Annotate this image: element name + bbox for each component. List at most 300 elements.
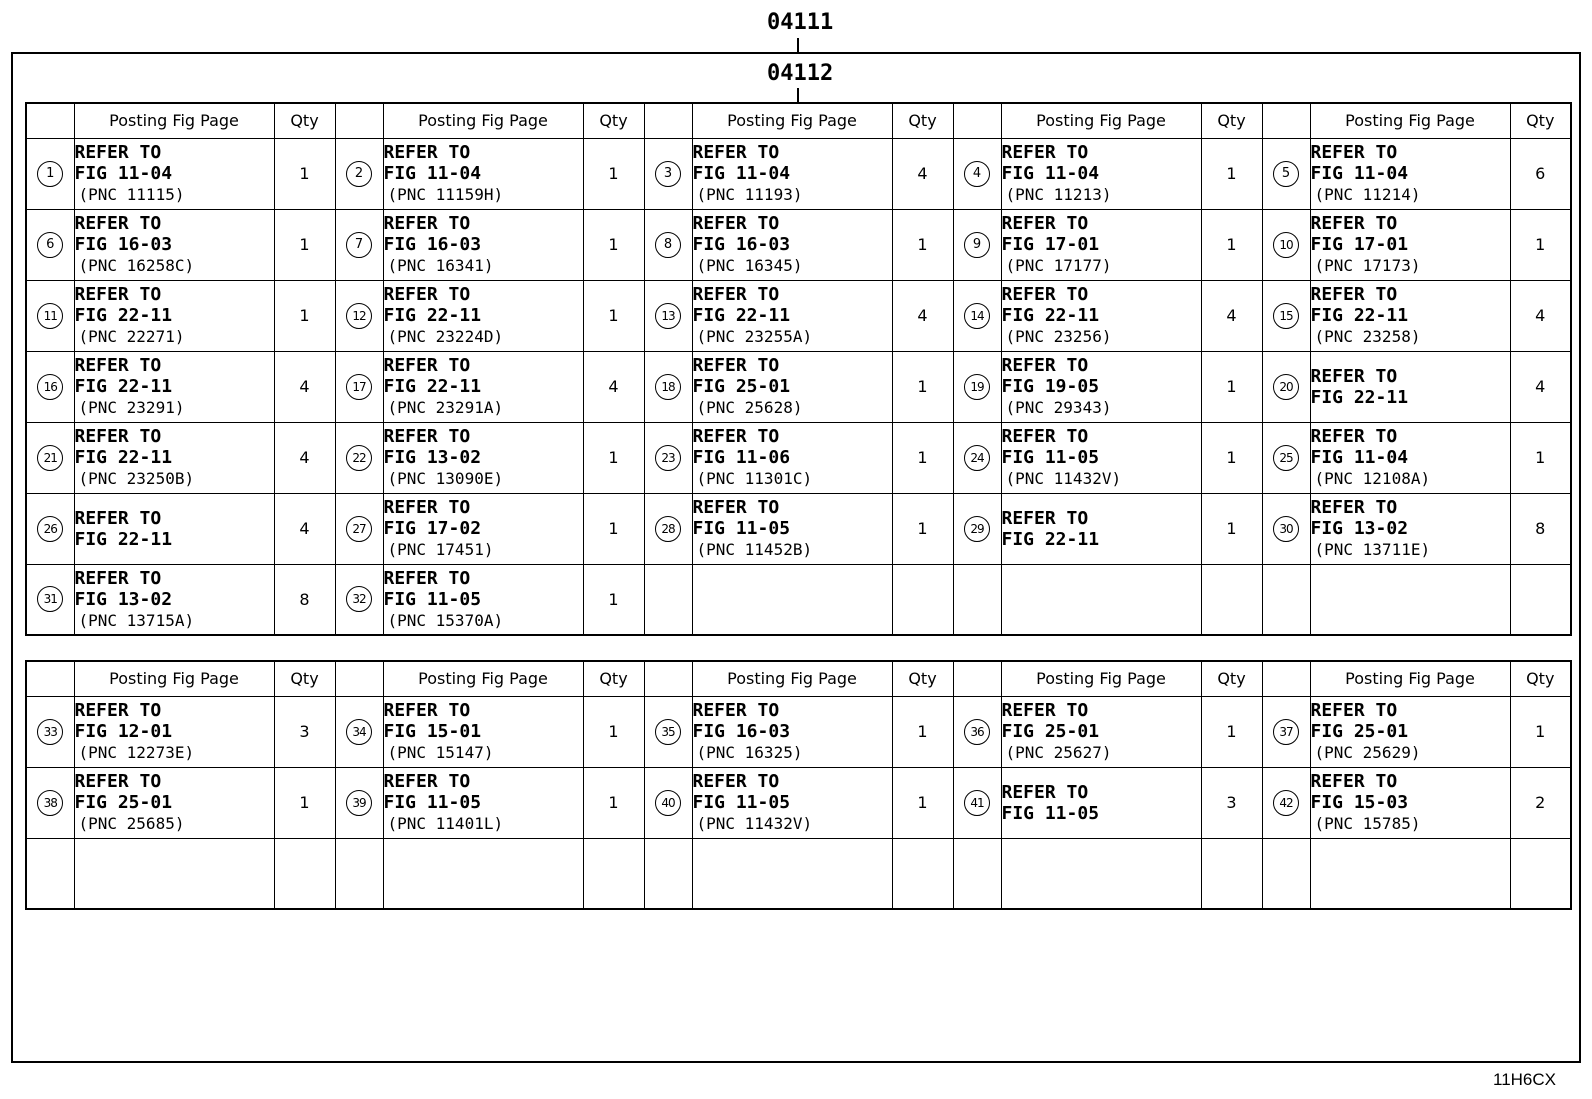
pnc-text: (PNC 23291A) [387,398,504,417]
callout-number-badge[interactable]: 26 [37,516,63,542]
posting-cell[interactable] [383,280,583,351]
qty-value: 8 [1535,519,1546,538]
index-cell [26,696,74,767]
posting-cell[interactable] [692,280,892,351]
pnc-text: (PNC 23255A) [696,327,813,346]
posting-cell[interactable] [1001,696,1201,767]
refer-to-text: REFER TO [383,213,471,234]
callout-number-badge[interactable]: 25 [1273,445,1299,471]
qty-value: 6 [1535,164,1546,183]
qty-value: 1 [1535,235,1546,254]
table-row [26,564,1571,635]
pnc-text: (PNC 11301C) [696,469,813,488]
posting-cell[interactable] [1001,280,1201,351]
fig-reference-link[interactable]: FIG 11-04 [383,163,482,184]
callout-number-badge[interactable]: 14 [964,303,990,329]
index-cell [644,767,692,838]
index-cell [26,422,74,493]
qty-value: 1 [1535,722,1546,741]
fig-reference-link[interactable]: FIG 11-05 [1001,802,1100,824]
pnc-text: (PNC 11159H) [387,185,504,204]
posting-fig-page-header: Posting Fig Page [1001,661,1201,696]
index-header [953,661,1001,696]
callout-number-badge[interactable]: 39 [346,790,372,816]
fig-reference-link[interactable]: FIG 22-11 [74,447,173,468]
pnc-text: (PNC 25628) [696,398,803,417]
callout-number-badge[interactable]: 30 [1273,516,1299,542]
callout-number-badge[interactable]: 35 [655,719,681,745]
index-cell [26,767,74,838]
posting-cell[interactable] [1310,422,1510,493]
index-cell [953,564,1001,635]
table-row [26,767,1571,838]
qty-cell [274,696,335,767]
qty-value: 1 [917,793,928,812]
qty-value: 1 [1535,448,1546,467]
callout-number-badge[interactable]: 28 [655,516,681,542]
qty-value: 4 [1535,306,1546,325]
index-cell [644,209,692,280]
fig-reference-link[interactable]: FIG 11-04 [1001,163,1100,184]
index-cell [26,493,74,564]
callout-number-badge[interactable]: 31 [37,586,63,612]
callout-number-badge[interactable]: 17 [346,374,372,400]
callout-number-badge[interactable]: 8 [655,232,681,258]
qty-value: 1 [917,722,928,741]
posting-cell[interactable] [1001,351,1201,422]
index-cell [26,209,74,280]
callout-number-badge[interactable]: 29 [964,516,990,542]
qty-value: 4 [299,377,310,396]
refer-to-text: REFER TO [1001,355,1089,376]
posting-cell[interactable] [1310,351,1510,422]
pnc-text: (PNC 11401L) [387,814,504,833]
callout-number-badge[interactable]: 20 [1273,374,1299,400]
posting-cell[interactable] [692,696,892,767]
table-row [26,838,1571,909]
qty-cell [1201,493,1262,564]
callout-number-badge[interactable]: 5 [1273,161,1299,187]
posting-cell[interactable] [383,209,583,280]
table-row [26,280,1571,351]
refer-to-text: REFER TO [383,497,471,518]
qty-value: 1 [299,306,310,325]
index-cell [26,351,74,422]
qty-cell [1201,138,1262,209]
posting-cell[interactable] [74,280,274,351]
callout-number-badge[interactable]: 42 [1273,790,1299,816]
qty-value: 1 [608,793,619,812]
refer-to-text: REFER TO [692,284,780,305]
qty-cell [274,838,335,909]
qty-cell [1510,838,1571,909]
qty-cell [583,422,644,493]
refer-to-text: REFER TO [383,426,471,447]
qty-value: 1 [608,164,619,183]
posting-cell[interactable] [1310,280,1510,351]
index-cell [644,280,692,351]
refer-to-text: REFER TO [1310,213,1398,234]
posting-cell[interactable] [74,351,274,422]
qty-cell [1510,351,1571,422]
callout-number-badge[interactable]: 19 [964,374,990,400]
fig-reference-link[interactable]: FIG 25-01 [74,792,173,813]
callout-number-badge[interactable]: 11 [37,303,63,329]
qty-cell [274,564,335,635]
posting-cell[interactable] [1001,767,1201,838]
pnc-text: (PNC 17451) [387,540,494,559]
posting-fig-page-header: Posting Fig Page [383,103,583,138]
posting-cell[interactable] [74,138,274,209]
pnc-text: (PNC 23250B) [78,469,195,488]
pnc-text: (PNC 17177) [1005,256,1112,275]
table-row [26,422,1571,493]
posting-cell[interactable] [692,351,892,422]
fig-reference-link[interactable]: FIG 11-05 [692,792,791,813]
index-cell [1262,493,1310,564]
qty-cell [892,838,953,909]
pnc-text: (PNC 16345) [696,256,803,275]
pnc-text: (PNC 16341) [387,256,494,275]
pnc-text: (PNC 29343) [1005,398,1112,417]
pnc-text: (PNC 11115) [78,185,185,204]
refer-to-text: REFER TO [692,771,780,792]
posting-cell[interactable] [1310,209,1510,280]
posting-cell[interactable] [692,209,892,280]
fig-reference-link[interactable]: FIG 16-03 [74,234,173,255]
pnc-text: (PNC 23256) [1005,327,1112,346]
fig-reference-link[interactable]: FIG 22-11 [1001,305,1100,326]
posting-cell[interactable] [74,696,274,767]
qty-cell [1510,564,1571,635]
index-cell [953,838,1001,909]
fig-reference-link[interactable]: FIG 13-02 [74,588,173,610]
table-row [26,138,1571,209]
posting-cell[interactable] [74,209,274,280]
fig-reference-link[interactable]: FIG 22-11 [383,305,482,326]
qty-cell [583,209,644,280]
pnc-text: (PNC 12273E) [78,743,195,762]
posting-cell[interactable] [74,422,274,493]
fig-reference-link[interactable]: FIG 22-11 [1001,528,1100,550]
fig-reference-link[interactable]: FIG 11-06 [692,447,791,468]
callout-number-badge[interactable]: 41 [964,790,990,816]
callout-number-badge[interactable]: 4 [964,161,990,187]
callout-number-badge[interactable]: 37 [1273,719,1299,745]
pnc-text: (PNC 11193) [696,185,803,204]
posting-cell[interactable] [74,767,274,838]
qty-cell [1510,422,1571,493]
qty-value: 1 [917,377,928,396]
posting-cell[interactable] [383,564,583,635]
qty-cell [583,351,644,422]
callout-number-badge[interactable]: 15 [1273,303,1299,329]
callout-number-badge[interactable]: 32 [346,586,372,612]
callout-number-badge[interactable]: 1 [37,161,63,187]
posting-cell[interactable] [383,351,583,422]
qty-header: Qty [583,661,644,696]
callout-number-badge[interactable]: 2 [346,161,372,187]
pnc-text: (PNC 25629) [1314,743,1421,762]
fig-reference-link[interactable]: FIG 11-05 [1001,447,1100,468]
index-cell [335,209,383,280]
qty-cell [892,493,953,564]
refer-to-text: REFER TO [1310,365,1398,387]
posting-cell[interactable] [383,767,583,838]
qty-cell [583,696,644,767]
qty-cell [1510,280,1571,351]
callout-number-badge[interactable]: 33 [37,719,63,745]
posting-cell[interactable] [692,493,892,564]
refer-to-text: REFER TO [74,567,162,589]
posting-cell[interactable] [692,422,892,493]
refer-to-text: REFER TO [692,700,780,721]
qty-cell [1510,138,1571,209]
refer-to-text: REFER TO [1001,507,1089,529]
qty-header: Qty [1510,661,1571,696]
posting-cell[interactable] [1310,767,1510,838]
qty-value: 1 [1226,164,1237,183]
fig-reference-link[interactable]: FIG 22-11 [74,305,173,326]
posting-cell [1001,838,1201,909]
fig-reference-link[interactable]: FIG 25-01 [1310,721,1409,742]
qty-cell [583,493,644,564]
fig-reference-link[interactable]: FIG 16-03 [692,721,791,742]
qty-cell [1201,351,1262,422]
pnc-text: (PNC 15785) [1314,814,1421,833]
qty-value: 1 [917,519,928,538]
parts-table-1 [25,102,1572,636]
index-cell [1262,422,1310,493]
fig-reference-link[interactable]: FIG 17-01 [1001,234,1100,255]
index-cell [335,564,383,635]
callout-number-badge[interactable]: 3 [655,161,681,187]
qty-cell [583,838,644,909]
pnc-text: (PNC 12108A) [1314,469,1431,488]
posting-cell[interactable] [692,767,892,838]
qty-cell [1510,493,1571,564]
posting-cell[interactable] [1001,209,1201,280]
posting-fig-page-header: Posting Fig Page [1310,661,1510,696]
index-cell [335,493,383,564]
refer-to-text: REFER TO [1001,426,1089,447]
qty-value: 1 [608,448,619,467]
pnc-text: (PNC 23224D) [387,327,504,346]
qty-value: 1 [299,164,310,183]
qty-cell [274,280,335,351]
qty-cell [1201,280,1262,351]
fig-reference-link[interactable]: FIG 25-01 [1001,721,1100,742]
qty-value: 1 [1226,519,1237,538]
pnc-text: (PNC 17173) [1314,256,1421,275]
fig-reference-link[interactable]: FIG 16-03 [692,234,791,255]
fig-reference-link[interactable]: FIG 11-04 [692,163,791,184]
posting-cell[interactable] [1001,138,1201,209]
fig-reference-link[interactable]: FIG 13-02 [383,447,482,468]
callout-number-badge[interactable]: 12 [346,303,372,329]
callout-number-badge[interactable]: 18 [655,374,681,400]
qty-cell [274,351,335,422]
index-cell [335,280,383,351]
qty-value: 1 [608,589,619,609]
index-cell [335,351,383,422]
qty-cell [892,138,953,209]
fig-reference-link[interactable]: FIG 11-04 [74,163,173,184]
index-cell [1262,280,1310,351]
posting-cell[interactable] [1310,696,1510,767]
index-cell [26,138,74,209]
posting-cell[interactable] [383,696,583,767]
fig-reference-link[interactable]: FIG 17-01 [1310,234,1409,255]
qty-value: 4 [1226,306,1237,325]
qty-header: Qty [1510,103,1571,138]
callout-number-badge[interactable]: 16 [37,374,63,400]
callout-number-badge[interactable]: 23 [655,445,681,471]
callout-number-badge[interactable]: 13 [655,303,681,329]
posting-cell[interactable] [1001,422,1201,493]
callout-number-badge[interactable]: 6 [37,232,63,258]
qty-cell [274,767,335,838]
index-header [1262,661,1310,696]
callout-number-badge[interactable]: 7 [346,232,372,258]
qty-cell [583,564,644,635]
qty-value: 1 [608,722,619,741]
qty-cell [1201,838,1262,909]
index-cell [1262,838,1310,909]
qty-cell [892,767,953,838]
illustration-code: 11H6CX [1493,1070,1556,1089]
qty-value: 4 [917,306,928,325]
pnc-text: (PNC 25627) [1005,743,1112,762]
qty-cell [583,280,644,351]
posting-cell[interactable] [383,493,583,564]
refer-to-text: REFER TO [74,142,162,163]
qty-header: Qty [892,103,953,138]
pnc-text: (PNC 11432V) [1005,469,1122,488]
posting-cell[interactable] [383,422,583,493]
refer-to-text: REFER TO [1310,426,1398,447]
fig-reference-link[interactable]: FIG 22-11 [692,305,791,326]
qty-header: Qty [583,103,644,138]
fig-reference-link[interactable]: FIG 15-03 [1310,792,1409,813]
callout-number-badge[interactable]: 24 [964,445,990,471]
fig-reference-link[interactable]: FIG 11-05 [692,518,791,539]
index-cell [335,138,383,209]
qty-header: Qty [1201,661,1262,696]
callout-number-badge[interactable]: 22 [346,445,372,471]
qty-value: 1 [608,306,619,325]
index-cell [953,422,1001,493]
index-cell [335,838,383,909]
fig-reference-link[interactable]: FIG 11-05 [383,588,482,610]
posting-cell[interactable] [1310,138,1510,209]
index-header [26,103,74,138]
qty-value: 4 [1535,377,1546,396]
posting-cell [692,564,892,635]
fig-reference-link[interactable]: FIG 22-11 [1310,386,1409,408]
callout-number-badge[interactable]: 34 [346,719,372,745]
fig-reference-link[interactable]: FIG 25-01 [692,376,791,397]
refer-to-text: REFER TO [383,355,471,376]
posting-cell[interactable] [74,564,274,635]
fig-reference-link[interactable]: FIG 22-11 [1310,305,1409,326]
qty-cell [1510,696,1571,767]
fig-reference-link[interactable]: FIG 22-11 [383,376,482,397]
callout-number-badge[interactable]: 36 [964,719,990,745]
posting-cell[interactable] [1310,493,1510,564]
posting-cell[interactable] [1001,493,1201,564]
qty-value: 1 [917,235,928,254]
fig-reference-link[interactable]: FIG 11-04 [1310,447,1409,468]
parts-table-2 [25,660,1572,910]
fig-reference-link[interactable]: FIG 17-02 [383,518,482,539]
qty-value: 3 [1226,793,1237,812]
callout-number-badge[interactable]: 38 [37,790,63,816]
table-row [26,351,1571,422]
pnc-text: (PNC 16325) [696,743,803,762]
fig-reference-link[interactable]: FIG 13-02 [1310,518,1409,539]
refer-to-text: REFER TO [383,284,471,305]
fig-reference-link[interactable]: FIG 16-03 [383,234,482,255]
refer-to-text: REFER TO [1310,142,1398,163]
callout-number-badge[interactable]: 27 [346,516,372,542]
posting-cell [383,838,583,909]
index-cell [1262,564,1310,635]
posting-fig-page-header: Posting Fig Page [74,661,274,696]
callout-number-badge[interactable]: 9 [964,232,990,258]
index-cell [26,564,74,635]
qty-value: 1 [917,448,928,467]
qty-value: 1 [608,519,619,538]
callout-number-badge[interactable]: 21 [37,445,63,471]
qty-cell [892,422,953,493]
fig-reference-link[interactable]: FIG 22-11 [74,528,173,550]
posting-cell [1001,564,1201,635]
fig-reference-link[interactable]: FIG 22-11 [74,376,173,397]
pnc-text: (PNC 23258) [1314,327,1421,346]
callout-number-badge[interactable]: 40 [655,790,681,816]
qty-header: Qty [1201,103,1262,138]
qty-cell [1201,767,1262,838]
fig-reference-link[interactable]: FIG 19-05 [1001,376,1100,397]
qty-value: 4 [299,448,310,467]
pnc-text: (PNC 23291) [78,398,185,417]
qty-header: Qty [274,661,335,696]
qty-cell [274,209,335,280]
posting-fig-page-header: Posting Fig Page [383,661,583,696]
fig-reference-link[interactable]: FIG 11-04 [1310,163,1409,184]
fig-reference-link[interactable]: FIG 15-01 [383,721,482,742]
pnc-text: (PNC 11214) [1314,185,1421,204]
qty-cell [892,209,953,280]
refer-to-text: REFER TO [692,355,780,376]
qty-header: Qty [274,103,335,138]
refer-to-text: REFER TO [74,284,162,305]
index-cell [644,138,692,209]
refer-to-text: REFER TO [383,771,471,792]
posting-cell[interactable] [74,493,274,564]
posting-cell[interactable] [383,138,583,209]
qty-value: 8 [299,589,310,609]
posting-fig-page-header: Posting Fig Page [1310,103,1510,138]
table-row [26,493,1571,564]
callout-number-badge[interactable]: 10 [1273,232,1299,258]
fig-reference-link[interactable]: FIG 12-01 [74,721,173,742]
refer-to-text: REFER TO [692,426,780,447]
qty-cell [1201,422,1262,493]
fig-reference-link[interactable]: FIG 11-05 [383,792,482,813]
posting-cell[interactable] [692,138,892,209]
